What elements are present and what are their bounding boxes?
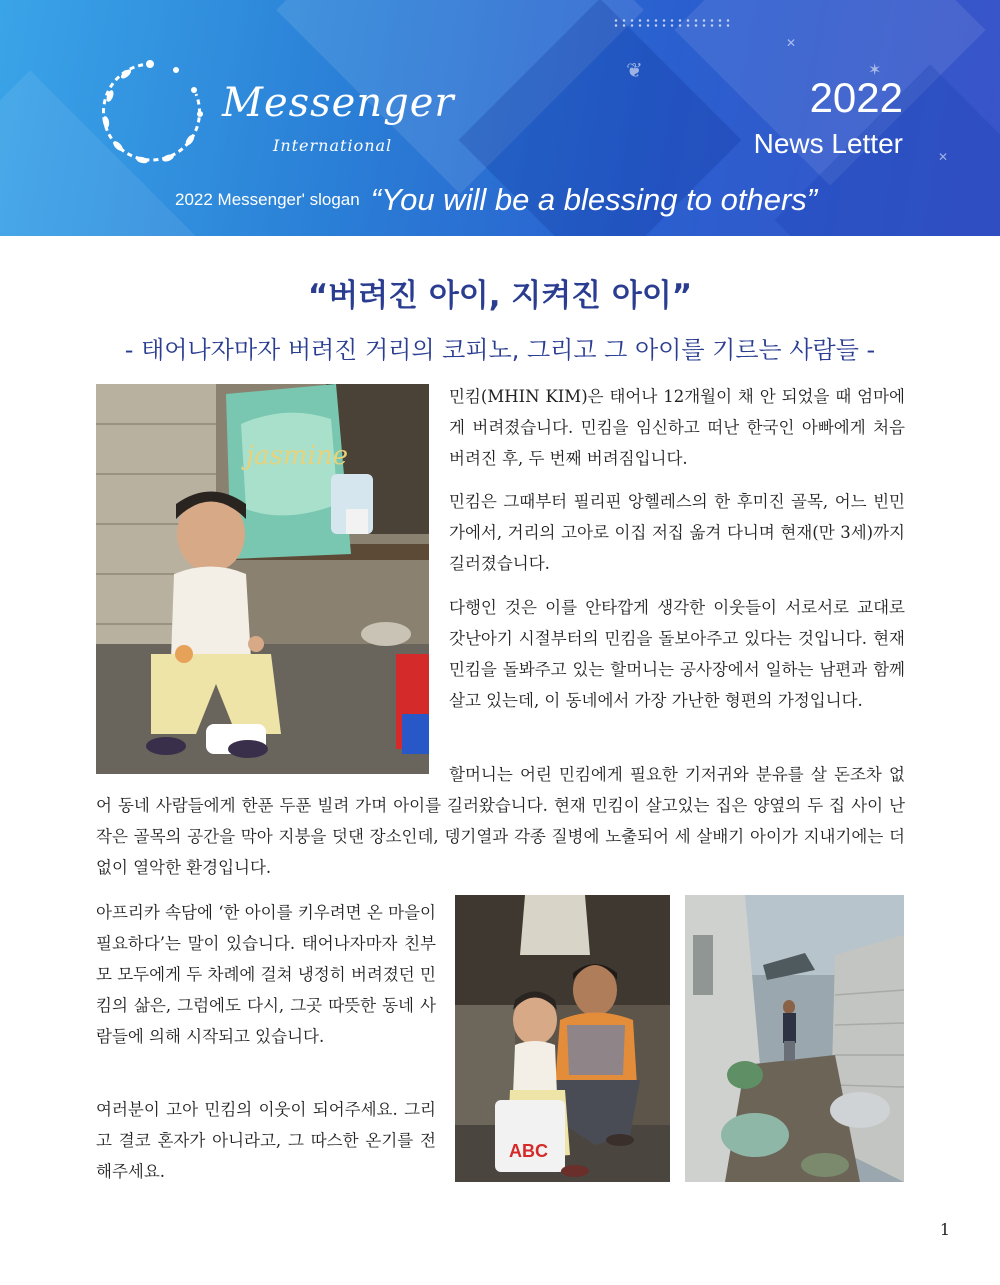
logo-subtitle: International	[273, 136, 393, 155]
paragraph-6: 여러분이 고아 민킴의 이웃이 되어주세요. 그리고 결코 혼자가 아니라고, 그 따스한 온기를 전해주세요.	[96, 1100, 436, 1181]
star-icon: ✶	[868, 60, 882, 79]
paragraph-1: 민킴(MHIN KIM)은 태어나 12개월이 채 안 되었을 때 엄마에게 버려졌습니다. 민킴을 임신하고 떠난 한국인 아빠에게 처음 버려진 후, 두 번째 버려짐입니다.	[449, 387, 905, 468]
newsletter-label: News Letter	[753, 128, 903, 159]
logo-wordmark: Messenger	[222, 80, 455, 126]
wreath-logo-icon	[96, 56, 208, 168]
photo-woman-and-child	[455, 895, 670, 1182]
slogan-quote: “You will be a blessing to others”	[370, 182, 818, 217]
header-divider	[0, 236, 1000, 240]
paragraph-4: 할머니는 어린 민킴에게 필요한 기저귀와 분유를 살 돈조차 없어 동네 사람들에게 한푼 두푼 빌려 가며 아이를 길러왔습니다. 현재 민킴이 살고있는 집은 양옆의 두 집 사이 난 작은 골목의 공간을 막아 지붕을 덧댄 장소인데, 뎅기열과 각종 질병에 노출되어 세 살배기 아이가 지내기에는 더없이 열악한 환경입니다.	[96, 765, 905, 877]
article-title: “버려진 아이, 지켜진 아이”	[307, 278, 693, 314]
photo-alley-image	[685, 895, 904, 1182]
photo-woman-and-child-image	[455, 895, 670, 1182]
page-number: 1	[939, 1220, 950, 1239]
paragraph-2: 민킴은 그때부터 필리핀 앙헬레스의 한 후미진 골목, 어느 빈민가에서, 거리의 고아로 이집 저집 옮겨 다니며 현재(만 3세)까지 길러졌습니다.	[449, 492, 905, 573]
photo-alley	[685, 895, 904, 1182]
banner-dot-pattern	[612, 18, 732, 28]
article-subtitle: - 태어나자마자 버려진 거리의 코피노, 그리고 그 아이를 기르는 사람들 -	[124, 336, 876, 364]
photo-child-sitting	[96, 384, 429, 774]
header-banner	[0, 0, 1000, 240]
rice-bag-label: jasmine	[246, 441, 349, 471]
slogan	[175, 182, 817, 218]
photo-child-sitting-image	[96, 384, 429, 774]
paragraph-5: 아프리카 속담에 ‘한 아이를 키우려면 온 마을이 필요하다’는 말이 있습니다. 태어나자마자 친부모 모두에게 두 차례에 걸쳐 냉정히 버려졌던 민킴의 삶은, 그럼에도 다시, 그곳 따뜻한 동네 사람들에 의해 시작되고 있습니다.	[96, 903, 436, 1046]
paragraph-3: 다행인 것은 이를 안타깝게 생각한 이웃들이 서로서로 교대로 갓난아기 시절부터의 민킴을 돌보아주고 있다는 것입니다. 현재 민킴을 돌봐주고 있는 할머니는 공사장에서 일하는 남편과 함께 살고 있는데, 이 동네에서 가장 가난한 형편의 가정입니다.	[449, 598, 905, 710]
butterfly-icon: ❦	[626, 58, 643, 82]
slogan-label: 2022 Messenger' slogan	[175, 190, 360, 209]
bucket-label: ABC	[509, 1141, 548, 1161]
sparkle-icon: ✕	[786, 36, 797, 50]
sparkle-icon: ✕	[938, 150, 949, 164]
newsletter-year: 2022	[809, 74, 903, 121]
